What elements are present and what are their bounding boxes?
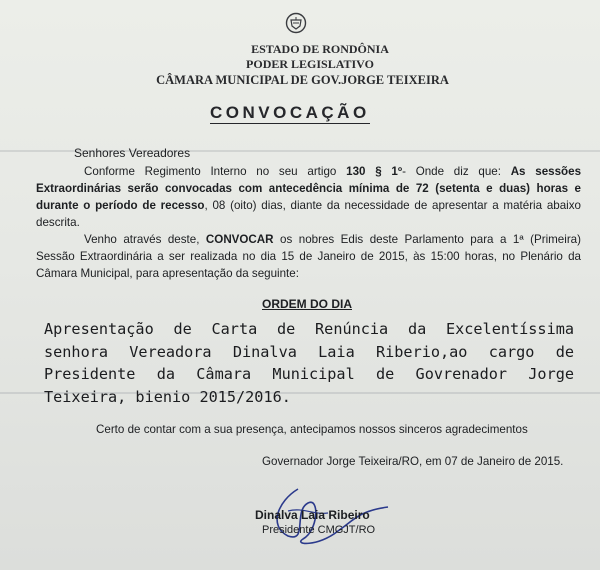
document-title: CONVOCAÇÃO — [210, 103, 370, 122]
paragraph-regimento — [36, 163, 581, 231]
text-segment: - Onde diz que: — [402, 165, 511, 178]
text-segment: , 08 (oito) dias, diante da necessidade de apresentar a matéria abaixo descrita. — [36, 199, 581, 229]
document-header — [0, 42, 600, 88]
text-segment: os nobres Edis deste Parlamento para a 1ª (Primeira) Sessão Extraordinária a ser realizada no dia 15 de Janeiro de 2015, às 15:00 horas, no Plenário da Câmara Municipal, para apresentação da seguinte: — [36, 233, 581, 280]
signer-name: Dinalva Laia Ribeiro — [255, 508, 370, 522]
closing-thanks: Certo de contar com a sua presença, antecipamos nossos sinceros agradecimentos — [96, 423, 528, 436]
regulation-quote: As sessões Extraordinárias serão convocadas com antecedência mínima de 72 (setenta e duas) horas e durante o período de recesso — [36, 165, 582, 212]
convocation-body — [36, 163, 581, 282]
header-chamber: CÂMARA MUNICIPAL DE GOV.JORGE TEIXEIRA — [156, 73, 449, 87]
salutation: Senhores Vereadores — [74, 146, 191, 160]
article-reference: 130 § 1º — [346, 165, 403, 178]
coat-of-arms-icon — [285, 12, 307, 34]
header-state: ESTADO DE RONDÔNIA — [251, 42, 389, 56]
header-power: PODER LEGISLATIVO — [246, 57, 374, 71]
paragraph-convocar — [36, 231, 581, 282]
text-segment: Conforme Regimento Interno no seu artigo — [84, 165, 347, 178]
ordem-do-dia-heading: ORDEM DO DIA — [262, 297, 352, 311]
text-segment: Venho através deste, — [84, 233, 206, 246]
agenda-item: Apresentação de Carta de Renúncia da Excelentíssima senhora Vereadora Dinalva Laia Riberio,ao cargo de Presidente da Câmara Municipal de Govrenador Jorge Teixeira, bienio 2015/2016. — [44, 320, 574, 406]
convocar-keyword: CONVOCAR — [205, 233, 274, 246]
date-line: Governador Jorge Teixeira/RO, em 07 de Janeiro de 2015. — [262, 455, 564, 468]
signer-role: Presidente CMGJT/RO — [262, 524, 376, 536]
